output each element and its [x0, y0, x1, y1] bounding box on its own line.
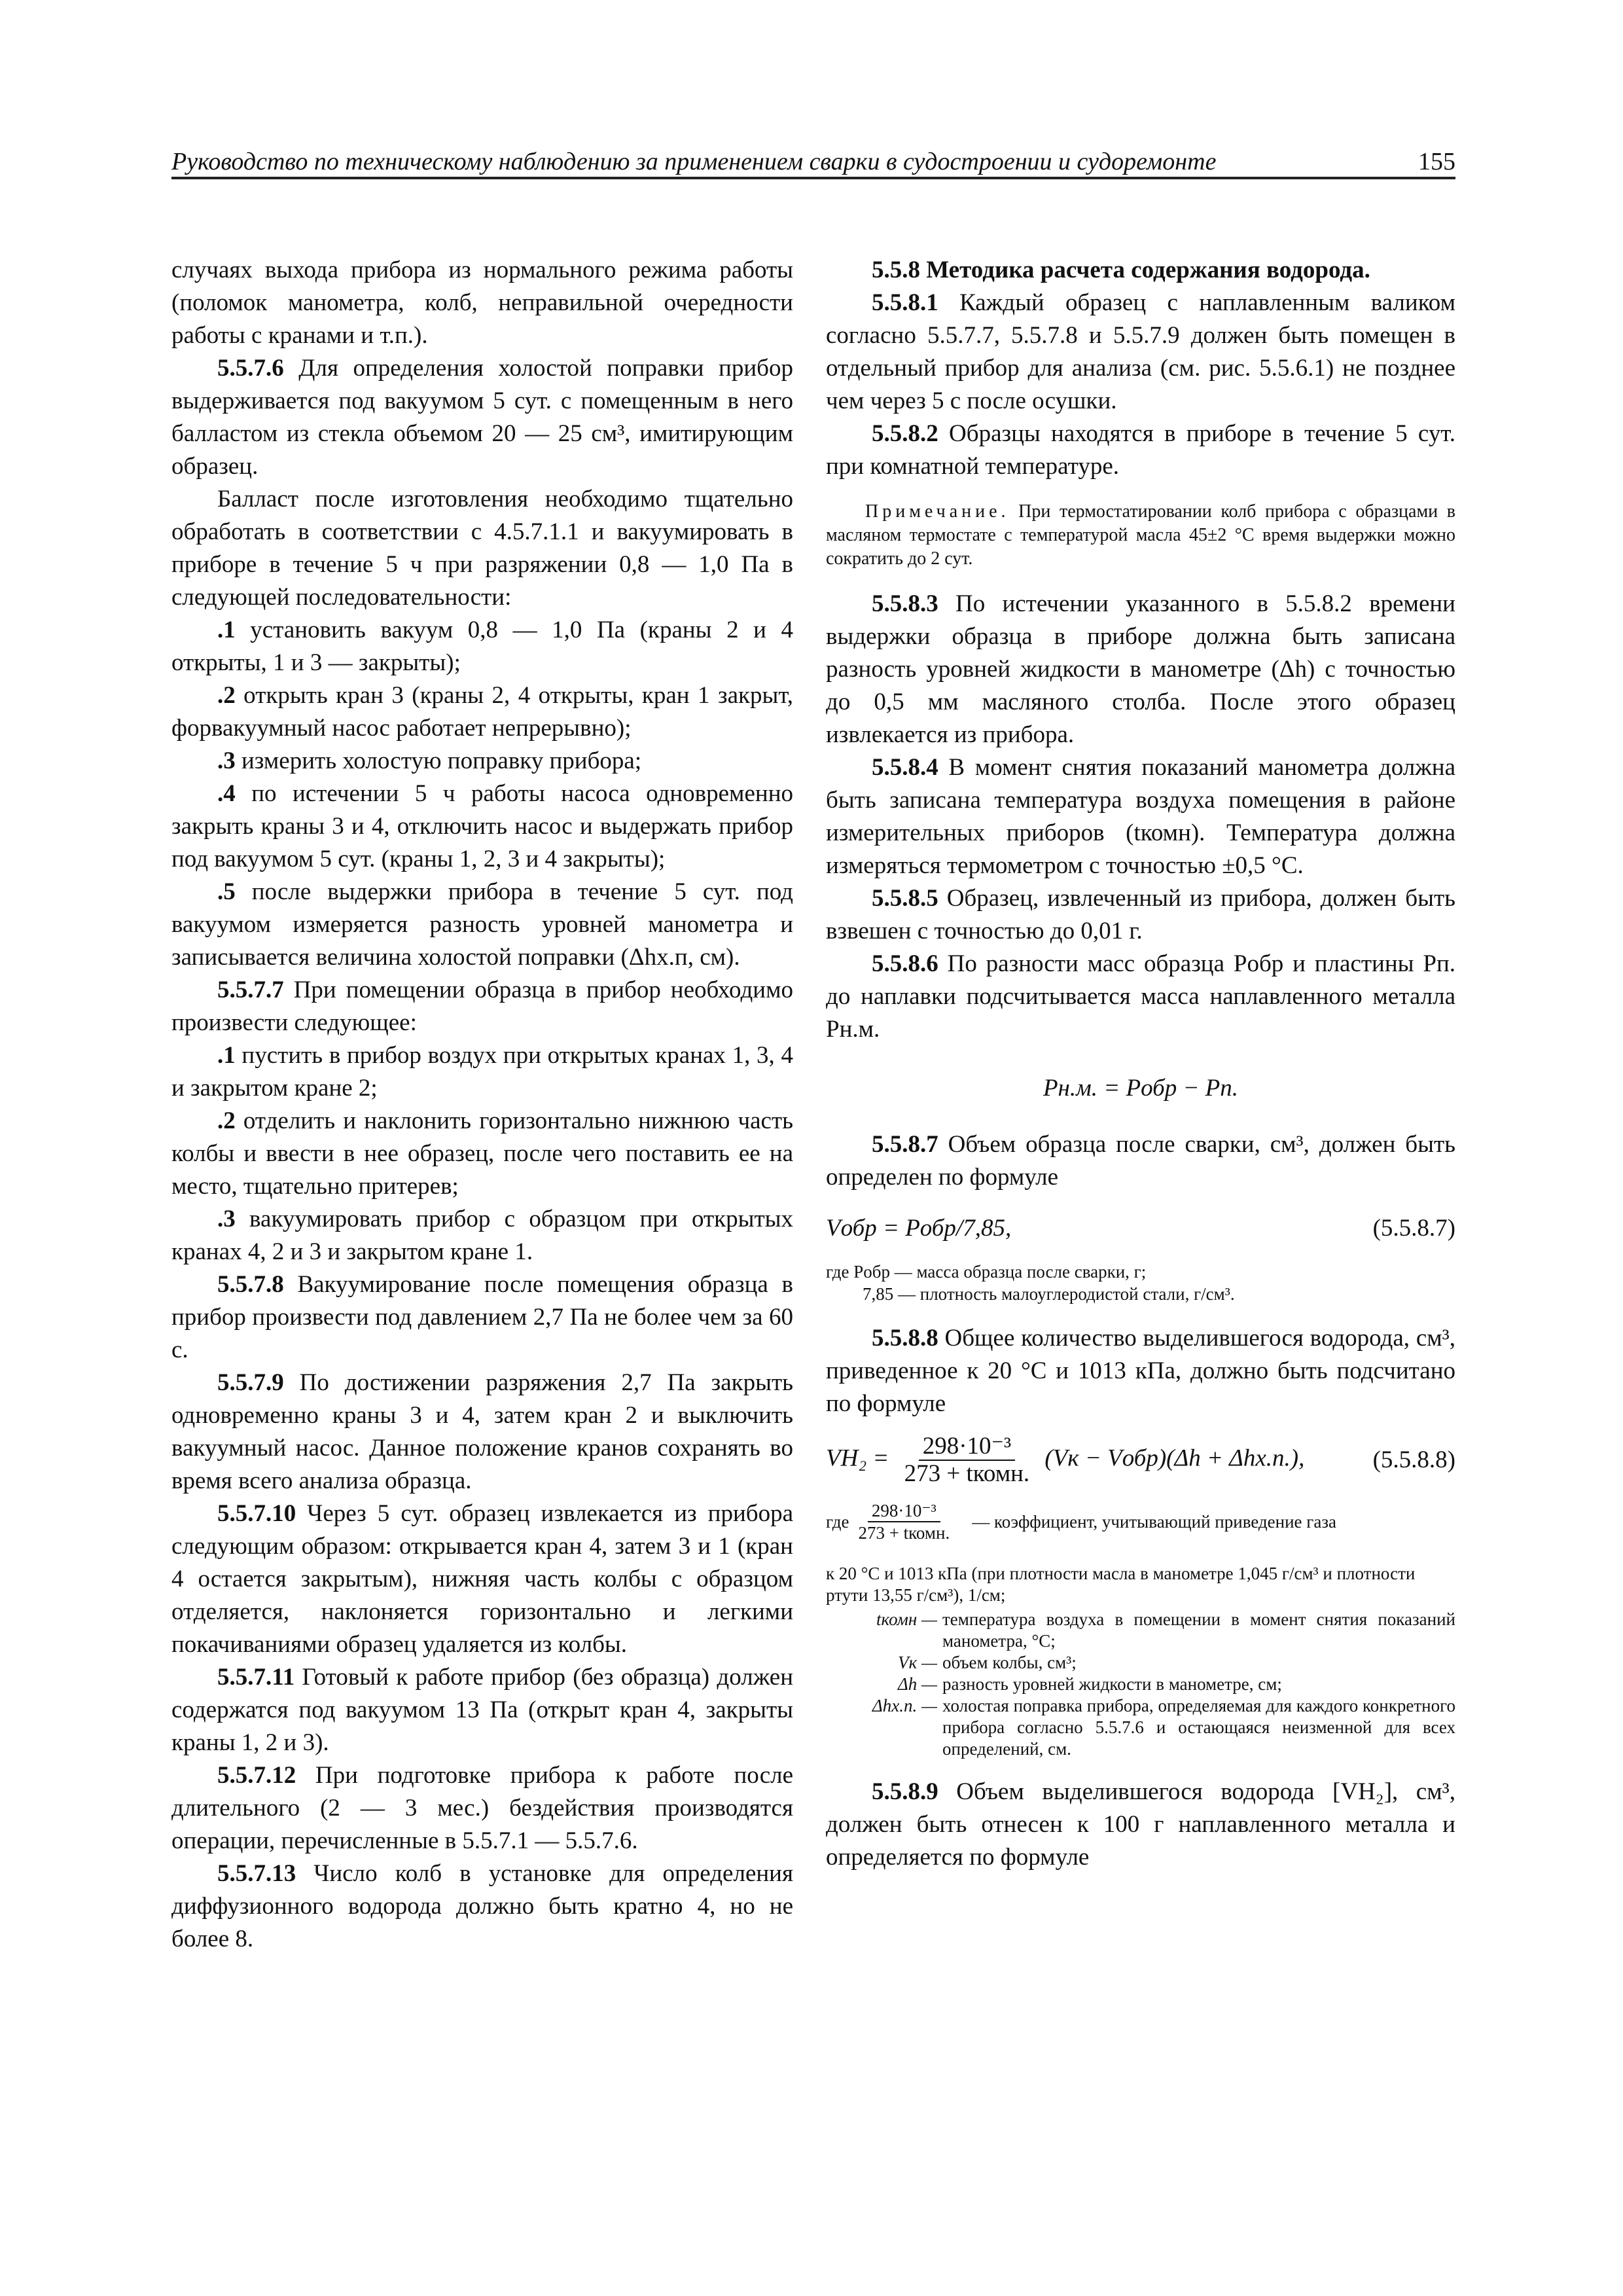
paragraph: [171, 1857, 793, 1956]
left-column: [171, 254, 793, 1956]
item-number: .4: [217, 780, 236, 807]
paragraph: [826, 1128, 1455, 1194]
page-number: 155: [1418, 148, 1455, 175]
definition-symbol: Δhх.п. —: [872, 1696, 937, 1715]
definition-continuation: к 20 °С и 1013 кПа (при плотности масла в манометре 1,045 г/см³ и плотности ртути 13,55 г/см³), 1/см;: [826, 1564, 1416, 1605]
clause-number: 5.5.7.13: [217, 1860, 296, 1887]
paragraph: [826, 287, 1455, 418]
list-item: [171, 679, 793, 745]
definition-symbol: Δh —: [897, 1674, 937, 1694]
equation-lhs: VH₂ =: [826, 1444, 889, 1472]
clause-text: Для определения холостой поправки прибор выдерживается под вакуумом 5 сут. с помещенным в него балластом из стекла объемом 20 — 25 см³, имитирующим образец.: [171, 355, 793, 480]
fraction: [901, 1433, 1034, 1487]
clause-text: По разности масс образца Pобр и пластины Pп. до наплавки подсчитывается масса наплавленного металла Pн.м.: [826, 950, 1455, 1043]
paragraph: [171, 1661, 793, 1759]
definition-item: [826, 1609, 1455, 1652]
definition-item: [826, 1652, 1455, 1674]
definition-item: [826, 1695, 1455, 1760]
clause-text: Через 5 сут. образец извлекается из прибора следующим образом: открывается кран 4, затем 3 и 1 (кран 4 остается закрытым), нижняя часть колбы с образцом отделяется, наклоняется горизонтально и легкими покачиваниями образец удаляется из колбы.: [171, 1500, 793, 1658]
equation-body: [826, 1433, 1304, 1487]
item-number: .1: [217, 617, 236, 643]
item-number: .2: [217, 682, 236, 709]
clause-number: 5.5.7.12: [217, 1762, 296, 1789]
equation-number: (5.5.8.7): [1372, 1215, 1455, 1242]
item-text: вакуумировать прибор с образцом при открытых кранах 4, 2 и 3 и закрытом кране 1.: [171, 1206, 793, 1265]
paragraph: [171, 1759, 793, 1857]
item-text: установить вакуум 0,8 — 1,0 Па (краны 2 и 4 открыты, 1 и 3 — закрыты);: [171, 617, 793, 676]
item-number: .1: [217, 1042, 236, 1069]
clause-text: По истечении указанного в 5.5.8.2 времени выдержки образца в приборе должна быть записана разность уровней жидкости в манометре (Δh) с точностью до 0,5 мм масляного столба. После этого образец извлекается из прибора.: [826, 590, 1455, 748]
where-item: где Pобр — масса образца после сварки, г;: [826, 1262, 1147, 1282]
fraction-denominator: 273 + tкомн.: [858, 1523, 950, 1543]
list-item: [171, 614, 793, 679]
section-heading: 5.5.8 Методика расчета содержания водорода.: [872, 257, 1370, 283]
item-number: .2: [217, 1107, 236, 1134]
clause-text: При подготовке прибора к работе после длительного (2 — 3 мес.) бездействия производятся операции, перечисленные в 5.5.7.1 — 5.5.7.6.: [171, 1762, 793, 1854]
formula-mass: Pн.м. = Pобр − Pп.: [1043, 1075, 1239, 1102]
item-text: пустить в прибор воздух при открытых кранах 1, 3, 4 и закрытом кране 2;: [171, 1042, 793, 1102]
clause-number: 5.5.7.11: [217, 1664, 295, 1691]
item-number: .5: [217, 878, 236, 905]
clause-text: Число колб в установке для определения диффузионного водорода должно быть кратно 4, но не более 8.: [171, 1860, 793, 1952]
paragraph: случаях выхода прибора из нормального режима работы (поломок манометра, колб, неправильной очередности работы с кранами и т.п.).: [171, 257, 793, 349]
definition-item: [826, 1674, 1455, 1695]
fraction: [854, 1500, 954, 1543]
clause-number: 5.5.8.6: [872, 950, 938, 977]
fraction-numerator: 298·10⁻³: [919, 1433, 1015, 1461]
definition-text: объем колбы, см³;: [942, 1653, 1077, 1672]
list-item: [171, 1105, 793, 1203]
clause-number: 5.5.8.7: [872, 1131, 938, 1158]
item-text: после выдержки прибора в течение 5 сут. под вакуумом измеряется разность уровней манометра и записывается величина холостой поправки (Δhх.п, см).: [171, 878, 793, 971]
clause-text: Образцы находятся в приборе в течение 5 сут. при комнатной температуре.: [826, 420, 1455, 480]
list-item: [171, 745, 793, 778]
coefficient-definition: [826, 1500, 1455, 1543]
definition-symbol: Vк —: [898, 1653, 937, 1672]
list-item: [171, 778, 793, 876]
clause-number: 5.5.7.6: [217, 355, 284, 382]
clause-number: 5.5.7.7: [217, 977, 284, 1003]
clause-text: При помещении образца в прибор необходимо произвести следующее:: [171, 977, 793, 1036]
definition-text: разность уровней жидкости в манометре, см;: [942, 1674, 1282, 1694]
fraction-numerator: 298·10⁻³: [868, 1500, 940, 1522]
clause-number: 5.5.8.4: [872, 754, 938, 781]
right-column: [826, 254, 1455, 1874]
clause-number: 5.5.8.9: [872, 1778, 938, 1805]
paragraph: [826, 948, 1455, 1046]
item-text: измерить холостую поправку прибора;: [235, 747, 642, 774]
paragraph: [171, 974, 793, 1039]
note: [826, 500, 1455, 571]
paragraph: [171, 352, 793, 483]
equation-body: Vобр = Pобр/7,85,: [826, 1215, 1012, 1242]
equation-number: (5.5.8.8): [1372, 1446, 1455, 1473]
list-item: [171, 1203, 793, 1268]
paragraph: [171, 1268, 793, 1367]
item-text: по истечении 5 ч работы насоса одновременно закрыть краны 3 и 4, отключить насос и выдержать прибор под вакуумом 5 сут. (краны 1, 2, 3 и 4 закрыты);: [171, 780, 793, 872]
clause-text: Каждый образец с наплавленным валиком согласно 5.5.7.7, 5.5.7.8 и 5.5.7.9 должен быть помещен в отдельный прибор для анализа (см. рис. 5.5.6.1) не позднее чем через 5 с после осушки.: [826, 289, 1455, 414]
coefficient-text: — коэффициент, учитывающий приведение газа: [972, 1512, 1336, 1532]
paragraph: [826, 882, 1455, 948]
clause-text: Образец, извлеченный из прибора, должен быть взвешен с точностью до 0,01 г.: [826, 885, 1455, 944]
definition-symbol: tкомн —: [876, 1609, 937, 1629]
paragraph: [826, 751, 1455, 882]
definitions-list: [826, 1563, 1455, 1760]
clause-number: 5.5.7.8: [217, 1271, 284, 1298]
clause-text: Объем образца после сварки, см³, должен быть определен по формуле: [826, 1131, 1455, 1191]
paragraph: [826, 418, 1455, 483]
clause-text: По достижении разряжения 2,7 Па закрыть одновременно краны 3 и 4, затем кран 2 и выключить вакуумный насос. Данное положение кранов сохранять во время всего анализа образца.: [171, 1369, 793, 1494]
equation-volume: [826, 1212, 1455, 1245]
list-item: [171, 1039, 793, 1105]
where-prefix: где: [826, 1512, 849, 1532]
equation-hydrogen: [826, 1433, 1455, 1487]
clause-text: Готовый к работе прибор (без образца) должен содержатся под вакуумом 13 Па (открыт кран 4, закрыты краны 1, 2 и 3).: [171, 1664, 793, 1756]
item-text: отделить и наклонить горизонтально нижнюю часть колбы и ввести в нее образец, после чего поставить ее на место, тщательно притерев;: [171, 1107, 793, 1200]
note-text: При термостатировании колб прибора с образцами в масляном термостате с температурой масла 45±2 °С время выдержки можно сократить до 2 сут.: [826, 501, 1455, 569]
paragraph: [826, 588, 1455, 751]
paragraph: [826, 1776, 1455, 1874]
definition-text: температура воздуха в помещении в момент снятия показаний манометра, °С;: [942, 1609, 1455, 1651]
definition-text: холостая поправка прибора, определяемая для каждого конкретного прибора согласно 5.5.7.6 и остающаяся неизменной для всех определений, см.: [942, 1696, 1455, 1759]
where-list: [826, 1261, 1455, 1305]
paragraph: [826, 1322, 1455, 1420]
paragraph: [171, 1367, 793, 1498]
clause-number: 5.5.8.5: [872, 885, 938, 912]
fraction-denominator: 273 + tкомн.: [904, 1460, 1030, 1487]
paragraph: [171, 1498, 793, 1661]
note-label: Примечание.: [865, 501, 1010, 522]
item-number: .3: [217, 1206, 236, 1232]
where-item: 7,85 — плотность малоуглеродистой стали, г/см³.: [863, 1284, 1235, 1304]
list-item: [171, 876, 793, 974]
clause-text: Объем выделившегося водорода [VH₂], см³, должен быть отнесен к 100 г наплавленного металла и определяется по формуле: [826, 1778, 1455, 1871]
item-text: открыть кран 3 (краны 2, 4 открыты, кран 1 закрыт, форвакуумный насос работает непрерывно);: [171, 682, 793, 742]
paragraph: Балласт после изготовления необходимо тщательно обработать в соответствии с 4.5.7.1.1 и вакуумировать в приборе в течение 5 ч при разряжении 0,8 — 1,0 Па в следующей последовательности:: [171, 486, 793, 611]
running-header: [171, 143, 1455, 179]
clause-number: 5.5.7.9: [217, 1369, 284, 1396]
clause-text: Вакуумирование после помещения образца в прибор произвести под давлением 2,7 Па не более чем за 60 с.: [171, 1271, 793, 1363]
clause-text: Общее количество выделившегося водорода, см³, приведенное к 20 °С и 1013 кПа, должно быть подсчитано по формуле: [826, 1325, 1455, 1417]
clause-text: В момент снятия показаний манометра должна быть записана температура воздуха помещения в районе измерительных приборов (tкомн). Температура должна измеряться термометром с точностью ±0,5 °С.: [826, 754, 1455, 879]
clause-number: 5.5.8.8: [872, 1325, 938, 1352]
equation-rhs: (Vк − Vобр)(Δh + Δhх.п.),: [1044, 1444, 1305, 1472]
clause-number: 5.5.8.1: [872, 289, 938, 316]
header-title: Руководство по техническому наблюдению за применением сварки в судостроении и судоремонте: [171, 148, 1217, 175]
clause-number: 5.5.8.3: [872, 590, 938, 617]
item-number: .3: [217, 747, 236, 774]
clause-number: 5.5.8.2: [872, 420, 938, 447]
clause-number: 5.5.7.10: [217, 1500, 296, 1527]
